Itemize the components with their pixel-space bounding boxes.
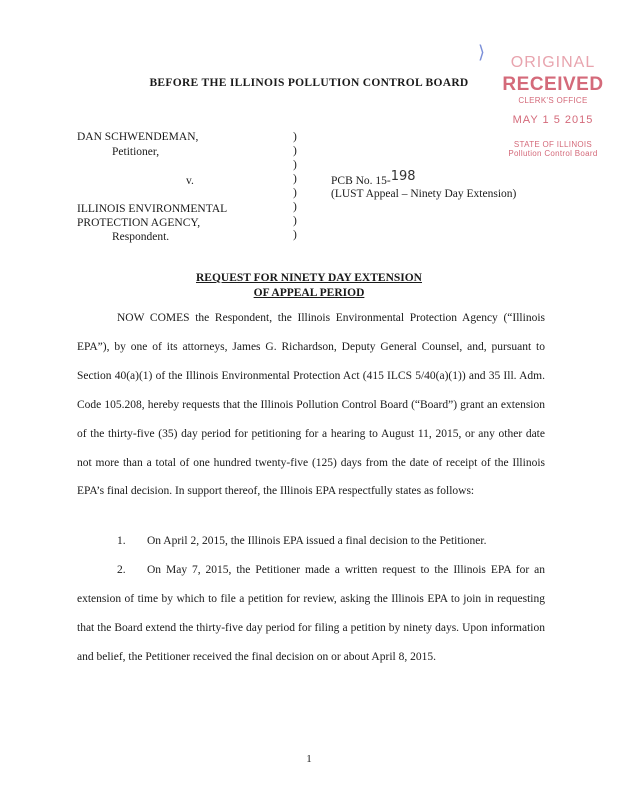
item-text: On May 7, 2015, the Petitioner made a written request to the Illinois EPA for an extension of time by which to file a petition for review, asking the Illinois EPA to join in requesting that the Board extend the thirty-five day period for filing a petition by ninety days. Upon information and belief, the Petitioner received the final decision on or about April 8, 2015.: [77, 564, 545, 663]
caption-paren: ): [293, 229, 297, 241]
respondent-name-line2: PROTECTION AGENCY,: [77, 217, 201, 229]
numbered-item: [77, 527, 545, 556]
case-number-handwritten: 198: [390, 169, 416, 184]
caption-paren: ): [293, 131, 297, 143]
petitioner-name: DAN SCHWENDEMAN,: [77, 131, 199, 143]
case-type: (LUST Appeal – Ninety Day Extension): [331, 188, 517, 200]
document-title-line1: REQUEST FOR NINETY DAY EXTENSION: [195, 272, 422, 284]
blue-pen-mark: ⟩: [478, 42, 486, 63]
item-text: On April 2, 2015, the Illinois EPA issued a final decision to the Petitioner.: [147, 535, 487, 547]
petitioner-role: Petitioner,: [112, 146, 160, 158]
case-prefix: PCB No. 15-: [331, 175, 391, 187]
caption-paren: ): [293, 173, 297, 185]
caption-paren: ): [293, 201, 297, 213]
page-number: 1: [306, 753, 312, 765]
versus: v.: [186, 175, 194, 187]
case-number: [331, 169, 416, 188]
caption-paren: ): [293, 145, 297, 157]
item-number: 2.: [117, 564, 126, 576]
respondent-name-line1: ILLINOIS ENVIRONMENTAL: [77, 203, 228, 215]
stamp-board: Pollution Control Board: [508, 149, 598, 158]
numbered-item: [77, 556, 545, 672]
item-number: 1.: [117, 535, 126, 547]
stamp-date: MAY 1 5 2015: [512, 114, 594, 126]
caption-paren: ): [293, 187, 297, 199]
intro-paragraph: NOW COMES the Respondent, the Illinois Environmental Protection Agency (“Illinois EPA”), by one of its attorneys, James G. Richardson, Deputy General Counsel, and, pursuant to Section 40(a)(1) of the Illinois Environmental Protection Act (415 ILCS 5/40(a)(1)) and 35 Ill. Adm. Code 105.208, hereby requests that the Illinois Pollution Control Board (“Board”) grant an extension of the thirty-five (35) day period for petitioning for a hearing to August 11, 2015, or any other date not more than a total of one hundred twenty-five (125) days from the date of receipt of the Illinois EPA’s final decision. In support thereof, the Illinois EPA respectfully states as follows:: [77, 312, 545, 498]
respondent-role: Respondent.: [112, 231, 170, 243]
stamp-clerks-office: CLERK'S OFFICE: [518, 96, 588, 105]
stamp-state: STATE OF ILLINOIS: [513, 140, 593, 149]
caption-paren: ): [293, 215, 297, 227]
board-title: BEFORE THE ILLINOIS POLLUTION CONTROL BOARD: [149, 77, 469, 89]
stamp-received: RECEIVED: [502, 74, 604, 95]
document-title-line2: OF APPEAL PERIOD: [253, 287, 365, 299]
caption-paren: ): [293, 159, 297, 171]
stamp-original: ORIGINAL: [510, 54, 596, 71]
